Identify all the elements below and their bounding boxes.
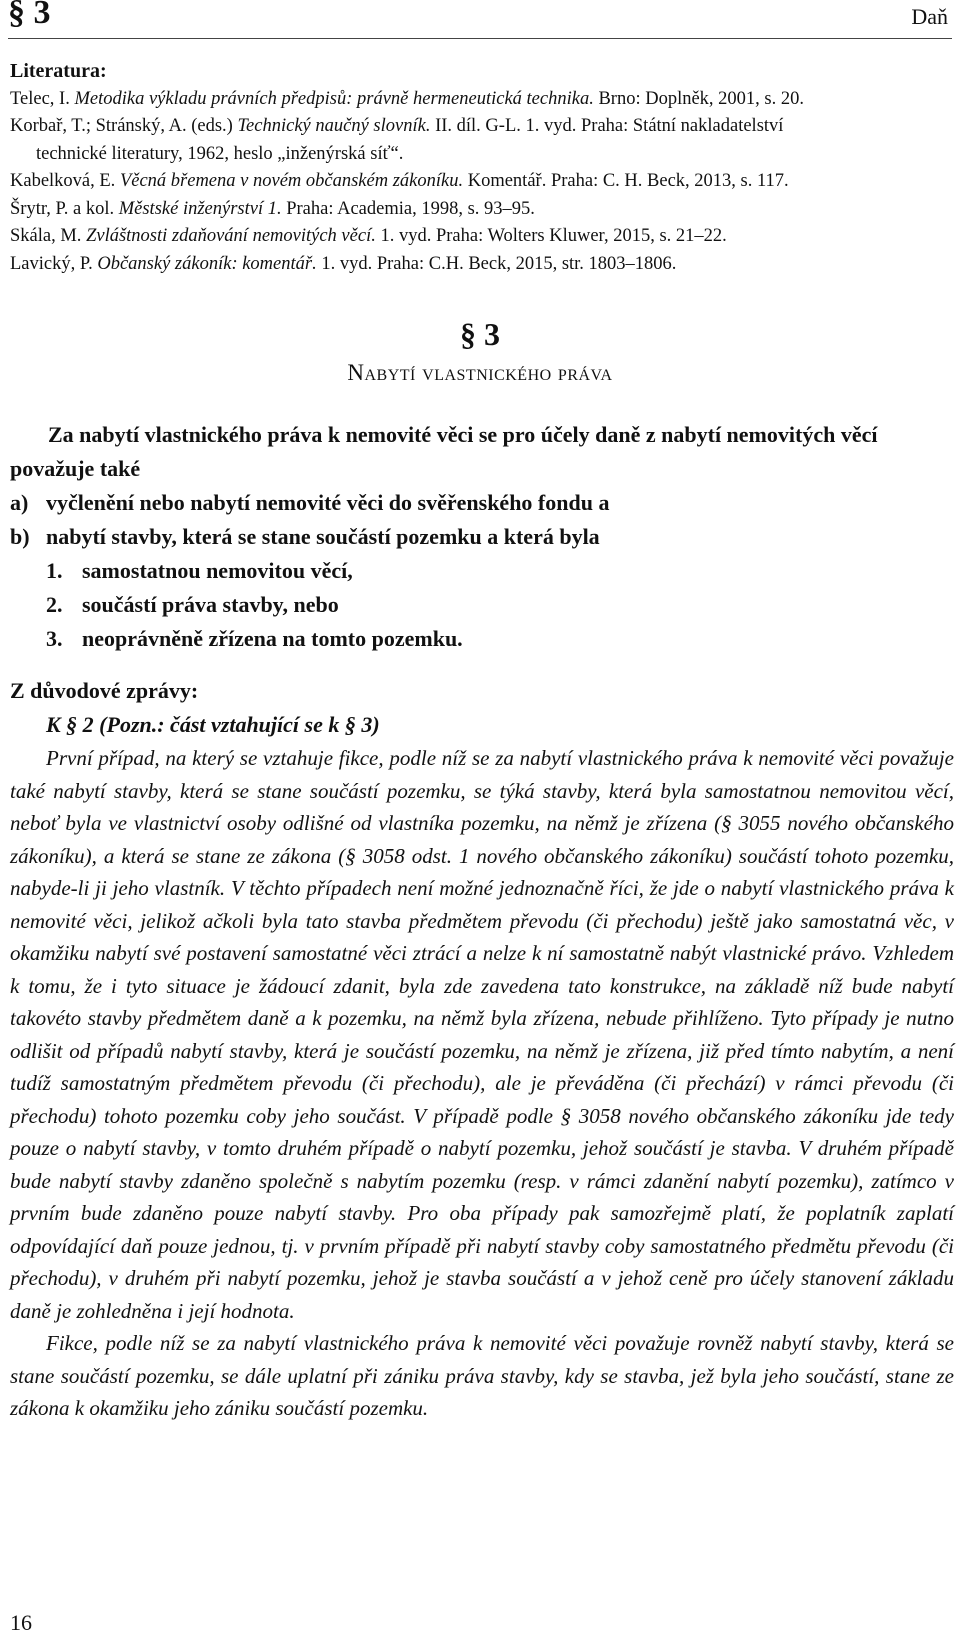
literature-entry: Kabelková, E. Věcná břemena v novém občanském zákoníku. Komentář. Praha: C. H. Beck, 2013, s. 117. [10, 171, 789, 191]
literature-entry: Lavický, P. Občanský zákoník: komentář. 1. vyd. Praha: C.H. Beck, 2015, str. 1803–1806. [10, 253, 677, 274]
law-item-a [10, 486, 955, 520]
page-number: 16 [10, 1610, 32, 1635]
header-divider [8, 38, 952, 39]
literature-entry-continuation: technické literatury, 1962, heslo „inženýrská síť“. [36, 143, 404, 164]
item-label: b) [10, 524, 30, 549]
reasoning-heading: Z důvodové zprávy: [10, 678, 199, 703]
law-subitem: 3. neoprávněně zřízena na tomto pozemku. [46, 626, 463, 651]
literature-entry: Šrytr, P. a kol. Městské inženýrství 1. Praha: Academia, 1998, s. 93–95. [10, 198, 535, 219]
literature-entry: Skála, M. Zvláštnosti zdaňování nemovitých věcí. 1. vyd. Praha: Wolters Kluwer, 2015, s. 21–22. [10, 226, 727, 246]
law-item-b [10, 520, 955, 554]
literature-entry: Korbař, T.; Stránský, A. (eds.) Technický naučný slovník. II. díl. G-L. 1. vyd. Praha: Státní nakladatelství [10, 116, 784, 136]
item-label: a) [10, 490, 29, 515]
reasoning-paragraph: Fikce, podle níž se za nabytí vlastnického práva k nemovité věci považuje rovněž nabytí stavby, která se stane součástí pozemku, se dále uplatní při zániku práva stavby, kdy se stavba, jež byla jeho součástí, stane ze zákona k okamžiku jeho zániku součástí pozemku. [10, 1331, 954, 1420]
header-section-number: § 3 [8, 0, 51, 31]
item-text: vyčlenění nebo nabytí nemovité věci do svěřenského fondu a [46, 490, 610, 515]
reasoning-reference: K § 2 (Pozn.: část vztahující se k § 3) [46, 712, 380, 737]
item-text: nabytí stavby, která se stane součástí pozemku a která byla [46, 524, 600, 549]
running-title: Daň [911, 4, 948, 29]
law-subitem: 2. součástí práva stavby, nebo [46, 592, 339, 617]
literature-heading: Literatura: [10, 60, 107, 82]
law-intro: Za nabytí vlastnického práva k nemovité věci se pro účely daně z nabytí nemovitých věcí považuje také [10, 422, 878, 481]
law-subitem: 1. samostatnou nemovitou věcí, [46, 558, 353, 583]
reasoning-paragraph: První případ, na který se vztahuje fikce, podle níž se za nabytí vlastnického práva k nemovité věci považuje také nabytí stavby, která se stane součástí pozemku, se týká stavby, která byla samostatnou nemovitou věcí, neboť byla ve vlastnictví osoby odlišné od vlastníka pozemku, na němž je zřízena (§ 3055 nového občanského zákoníku), a která se stane ze zákona (§ 3058 odst. 1 nového občanského zákoníku) součástí tohoto pozemku, nabyde-li ji jeho vlastník. V těchto případech není možné jednoznačně říci, že jde o nabytí vlastnického práva k nemovité věci, jelikož ačkoli byla tato stavba předmětem převodu (či přechodu) ještě jako samostatná věc, v okamžiku nabytí své postavení samostatné věci ztrácí a nelze k ní samostatně nabýt vlastnické právo. Vzhledem k tomu, že i tyto situace je žádoucí zdanit, byla zde zavedena tato konstrukce, na základě níž bude nabytí takovéto stavby předmětem daně a k pozemku, na němž byla zřízena, nebude přihlíženo. Tyto případy je nutno odlišit od případů nabytí stavby, která je součástí pozemku, na němž je zřízena, již před tímto nabytím, a není tudíž samostatným předmětem převodu (či přechodu), ale je převáděna (či přechází) v rámci převodu (či přechodu) tohoto pozemku coby jeho součást. V případě podle § 3058 nového občanského zákoníku jde tedy pouze o nabytí stavby, v tomto druhém případě o nabytí pozemku, jehož součástí je stavba. V druhém případě bude nabytí stavby zdaněno společně s nabytím pozemku (resp. v rámci zdanění nabytí pozemku), zatímco v prvním bude zdaněno pouze nabytí stavby. Pro oba případy pak samozřejmě platí, že poplatník zaplatí odpovídající daň pouze jednou, tj. v prvním případě při nabytí stavby coby samostatného předmětu převodu (či přechodu), v druhém při nabytí pozemku, jehož je stavba součástí a v jehož ceně pro účely stanovení základu daně je zohledněna i její hodnota. [10, 746, 954, 1323]
literature-block [10, 58, 955, 278]
law-text [10, 418, 955, 656]
section-number: § 3 [460, 316, 500, 352]
literature-entry: Telec, I. Metodika výkladu právních předpisů: právně hermeneutická technika. Brno: Doplněk, 2001, s. 20. [10, 88, 805, 109]
reasoning-body [10, 742, 954, 1425]
section-title: Nabytí vlastnického práva [347, 360, 613, 385]
